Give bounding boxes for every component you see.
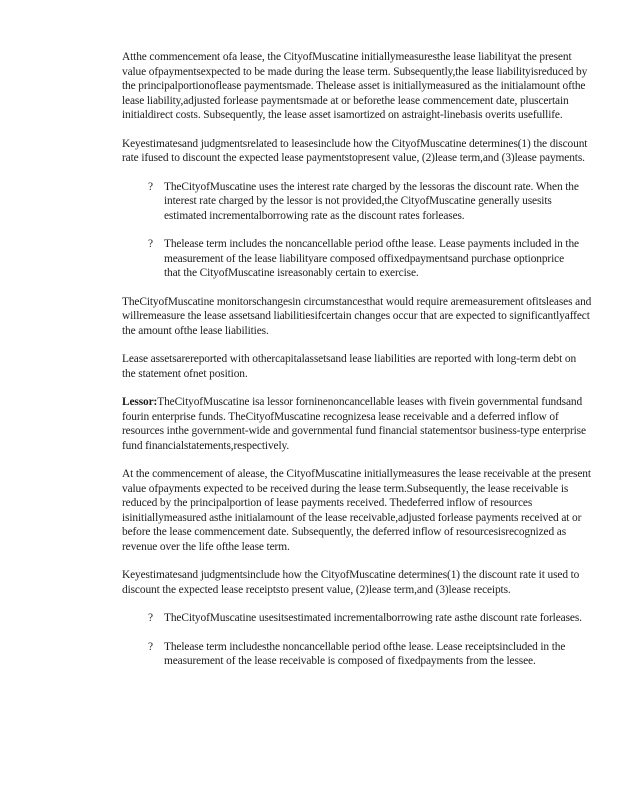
lessor-bold-label: Lessor: <box>122 396 158 408</box>
bullet-text-lease-receipts: Thelease term includesthe noncancellable period ofthe lease. Lease receiptsincluded in the measurement of the lease receivable is composed of fixedpayments from the lessee. <box>164 640 566 667</box>
bullet-item-discount-rate <box>148 180 592 224</box>
paragraph-lessor <box>122 395 592 453</box>
lessor-paragraph-text: TheCityofMuscatine isa lessor forninenoncancellable leases with fivein governmental fundsand fourin enterprise funds. TheCityofMuscatine recognizesa lease receivable and a deferred inflow of resources inthe government-wide and governmental fund financial statementsor business-type enterprise fund financialstatements,respectively. <box>122 396 586 452</box>
paragraph-key-estimates-lessor: Keyestimatesand judgmentsinclude how the CityofMuscatine determines(1) the discount rate it used to discount the expected lease receiptsto present value, (2)lease term,and (3)lease receipts. <box>122 569 580 596</box>
bullet-marker-icon: ? <box>148 640 153 653</box>
paragraph-lessee-lease-measurement: Atthe commencement ofa lease, the CityofMuscatine initiallymeasuresthe lease liabilityat the present value ofpaymentsexpected to be made during the lease term. Subsequently,the lease liabilityisreduced by the principalportionoflease paymentsmade. Thelease asset is initiallymeasured as the initialamount ofthe lease liability,adjusted forlease paymentsmade at or beforethe lease commencement date, pluscertain initialdirect costs. Subsequently, the lease asset isamortized on astraight-linebasis overits usefullife. <box>122 51 588 121</box>
bullet-text-incremental-borrowing-rate: TheCityofMuscatine usesitsestimated incrementalborrowing rate asthe discount rate forleases. <box>164 612 582 624</box>
paragraph-lessor-lease-measurement: At the commencement of alease, the CityofMuscatine initiallymeasures the lease receivable at the present value ofpayments expected to be received during the lease term.Subsequently, the lease receivable is reduced by the principalportion of lease payments received. Thedeferred inflow of resources isinitiallymeasured asthe initialamount of the lease receivable,adjusted forlease payments received at or before the lease commencement date. Subsequently, the deferred inflow of resourcesisrecognized as revenue over the life ofthe lease term. <box>122 468 591 553</box>
bullet-text-lease-term: Thelease term includes the noncancellable period ofthe lease. Lease payments included in the measurement of the lease liabilityare composed offixedpaymentsand purchase optionprice that the CityofMuscatine isreasonably certain to exercise. <box>164 238 579 279</box>
bullet-marker-icon: ? <box>148 612 153 624</box>
paragraph-reporting: Lease assetsarereported with othercapitalassetsand lease liabilities are reported with long-term debt on the statement ofnet position. <box>122 353 577 380</box>
paragraph-key-estimates-lessee: Keyestimatesand judgmentsrelated to leasesinclude how the CityofMuscatine determines(1) the discount rate ifused to discount the expected lease paymentstopresent value, (2)lease term,and (3)lease payments. <box>122 137 588 164</box>
bullet-item-incremental-borrowing-rate <box>148 611 592 626</box>
bullet-item-lease-receipts <box>148 640 592 669</box>
bullet-marker-icon: ? <box>148 180 153 193</box>
page-text-block <box>122 50 592 683</box>
paragraph-remeasurement: TheCityofMuscatine monitorschangesin circumstancesthat would require aremeasurement ofitsleases and willremeasure the lease assetsand liabilitiesifcertain changes occur that are expected to significantlyaffect the amount ofthe lease liabilities. <box>122 295 592 337</box>
bullet-text-discount-rate: TheCityofMuscatine uses the interest rate charged by the lessoras the discount rate. When the interest rate charged by the lessor is not provided,the CityofMuscatine generally usesits estimated incrementalborrowing rate as the discount rates forleases. <box>164 180 579 222</box>
bullet-item-lease-term <box>148 237 592 281</box>
bullet-marker-icon: ? <box>148 238 153 250</box>
